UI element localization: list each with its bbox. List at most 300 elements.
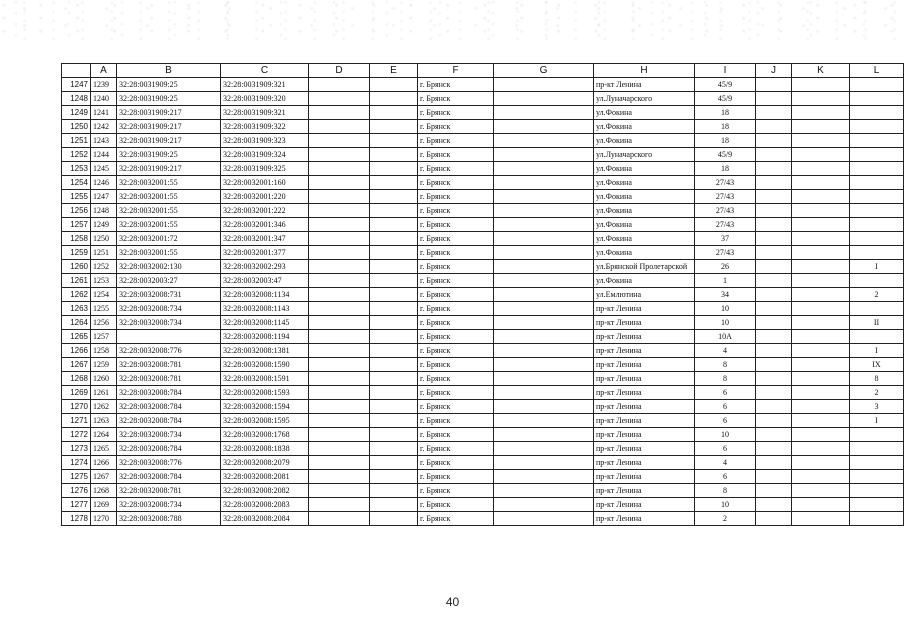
cell-b: 32:28:0032008:776	[117, 456, 221, 470]
cell-e	[370, 274, 418, 288]
table-row	[62, 162, 904, 176]
cell-d	[309, 92, 370, 106]
cell-f: г. Брянск	[418, 246, 494, 260]
cell-j	[756, 330, 792, 344]
cell-c: 32:28:0032008:1595	[221, 414, 309, 428]
cell-k	[792, 176, 850, 190]
cell-b	[117, 330, 221, 344]
row-number: 1249	[62, 106, 91, 120]
cell-k	[792, 484, 850, 498]
cell-d	[309, 442, 370, 456]
cell-f: г. Брянск	[418, 316, 494, 330]
cell-a: 1243	[91, 134, 117, 148]
cell-l	[850, 218, 904, 232]
cell-a: 1248	[91, 204, 117, 218]
cell-h: ул.Фокина	[594, 176, 695, 190]
cell-i: 34	[695, 288, 756, 302]
cell-i: 27/43	[695, 190, 756, 204]
cell-k	[792, 288, 850, 302]
cell-f: г. Брянск	[418, 106, 494, 120]
cell-f: г. Брянск	[418, 498, 494, 512]
table-row	[62, 134, 904, 148]
cell-b: 32:28:0032008:776	[117, 344, 221, 358]
cell-a: 1268	[91, 484, 117, 498]
cell-d	[309, 176, 370, 190]
cell-l	[850, 456, 904, 470]
cell-e	[370, 78, 418, 92]
cell-c: 32:28:0031909:325	[221, 162, 309, 176]
row-number: 1260	[62, 260, 91, 274]
cell-g	[494, 442, 594, 456]
cell-k	[792, 456, 850, 470]
cell-h: пр-кт Ленина	[594, 512, 695, 526]
cell-f: г. Брянск	[418, 232, 494, 246]
cell-k	[792, 232, 850, 246]
cell-l	[850, 176, 904, 190]
cell-c: 32:28:0032008:1381	[221, 344, 309, 358]
cell-c: 32:28:0032008:1591	[221, 372, 309, 386]
cell-l	[850, 106, 904, 120]
cell-j	[756, 190, 792, 204]
cell-i: 10	[695, 498, 756, 512]
cell-j	[756, 470, 792, 484]
table-row	[62, 344, 904, 358]
cell-a: 1253	[91, 274, 117, 288]
cell-a: 1267	[91, 470, 117, 484]
cell-g	[494, 302, 594, 316]
cell-d	[309, 386, 370, 400]
cell-g	[494, 190, 594, 204]
cell-e	[370, 302, 418, 316]
cell-j	[756, 218, 792, 232]
cell-k	[792, 470, 850, 484]
cell-b: 32:28:0032001:55	[117, 176, 221, 190]
cell-g	[494, 106, 594, 120]
cell-f: г. Брянск	[418, 274, 494, 288]
cell-e	[370, 288, 418, 302]
cell-a: 1254	[91, 288, 117, 302]
cell-b: 32:28:0032008:784	[117, 470, 221, 484]
cell-i: 1	[695, 274, 756, 288]
cell-k	[792, 260, 850, 274]
cell-b: 32:28:0032008:734	[117, 498, 221, 512]
cell-f: г. Брянск	[418, 260, 494, 274]
cell-h: пр-кт Ленина	[594, 470, 695, 484]
cell-k	[792, 302, 850, 316]
cell-i: 6	[695, 386, 756, 400]
cell-f: г. Брянск	[418, 148, 494, 162]
cell-e	[370, 428, 418, 442]
cell-h: ул.Брянской Пролетарской	[594, 260, 695, 274]
cell-j	[756, 176, 792, 190]
cell-e	[370, 162, 418, 176]
cell-c: 32:28:0031909:320	[221, 92, 309, 106]
cell-j	[756, 456, 792, 470]
cell-c: 32:28:0032008:1594	[221, 400, 309, 414]
row-number: 1251	[62, 134, 91, 148]
cell-g	[494, 344, 594, 358]
cell-f: г. Брянск	[418, 120, 494, 134]
cell-b: 32:28:0032001:55	[117, 218, 221, 232]
row-number: 1264	[62, 316, 91, 330]
cell-l	[850, 512, 904, 526]
cell-g	[494, 470, 594, 484]
column-header-g: G	[494, 64, 594, 78]
column-header-b: B	[117, 64, 221, 78]
column-header-j: J	[756, 64, 792, 78]
cell-h: пр-кт Ленина	[594, 330, 695, 344]
table-row	[62, 288, 904, 302]
table-row	[62, 190, 904, 204]
cell-l	[850, 470, 904, 484]
table-row	[62, 148, 904, 162]
cell-g	[494, 358, 594, 372]
cell-l: 8	[850, 372, 904, 386]
cell-f: г. Брянск	[418, 470, 494, 484]
cell-b: 32:28:0032008:784	[117, 400, 221, 414]
cell-j	[756, 204, 792, 218]
cell-c: 32:28:0032001:377	[221, 246, 309, 260]
cell-l	[850, 78, 904, 92]
cell-h: ул.Фокина	[594, 246, 695, 260]
cell-d	[309, 372, 370, 386]
cell-e	[370, 232, 418, 246]
cell-g	[494, 148, 594, 162]
cell-f: г. Брянск	[418, 456, 494, 470]
table-row	[62, 442, 904, 456]
cell-b: 32:28:0032008:781	[117, 372, 221, 386]
table-row	[62, 246, 904, 260]
cell-a: 1262	[91, 400, 117, 414]
cell-l	[850, 204, 904, 218]
cell-a: 1245	[91, 162, 117, 176]
cell-g	[494, 288, 594, 302]
cell-f: г. Брянск	[418, 288, 494, 302]
cell-b: 32:28:0032008:781	[117, 484, 221, 498]
row-number: 1252	[62, 148, 91, 162]
cell-b: 32:28:0032008:784	[117, 442, 221, 456]
row-number: 1278	[62, 512, 91, 526]
cell-d	[309, 512, 370, 526]
cell-b: 32:28:0032008:781	[117, 358, 221, 372]
row-number: 1271	[62, 414, 91, 428]
cell-f: г. Брянск	[418, 512, 494, 526]
cell-c: 32:28:0032008:1143	[221, 302, 309, 316]
cell-i: 18	[695, 106, 756, 120]
cell-c: 32:28:0032008:1768	[221, 428, 309, 442]
cell-h: ул.Емлютина	[594, 288, 695, 302]
cell-e	[370, 442, 418, 456]
cell-e	[370, 316, 418, 330]
cell-i: 10	[695, 316, 756, 330]
cell-i: 26	[695, 260, 756, 274]
cell-c: 32:28:0032001:160	[221, 176, 309, 190]
cell-g	[494, 414, 594, 428]
cell-d	[309, 274, 370, 288]
cell-g	[494, 428, 594, 442]
cell-k	[792, 498, 850, 512]
table-row	[62, 400, 904, 414]
cell-l	[850, 92, 904, 106]
cell-c: 32:28:0032002:293	[221, 260, 309, 274]
cell-i: 8	[695, 372, 756, 386]
cell-d	[309, 148, 370, 162]
cell-c: 32:28:0032008:2081	[221, 470, 309, 484]
cell-e	[370, 470, 418, 484]
table-row	[62, 414, 904, 428]
column-header-i: I	[695, 64, 756, 78]
cell-b: 32:28:0032002:130	[117, 260, 221, 274]
row-number: 1275	[62, 470, 91, 484]
cell-l: II	[850, 316, 904, 330]
table-row	[62, 92, 904, 106]
cell-d	[309, 428, 370, 442]
cell-l: 3	[850, 400, 904, 414]
table-row	[62, 358, 904, 372]
cell-e	[370, 106, 418, 120]
cell-l: 2	[850, 288, 904, 302]
row-number: 1277	[62, 498, 91, 512]
page-number: 40	[445, 595, 460, 609]
cell-i: 27/43	[695, 218, 756, 232]
cell-a: 1265	[91, 442, 117, 456]
row-number: 1263	[62, 302, 91, 316]
cell-h: пр-кт Ленина	[594, 344, 695, 358]
cell-c: 32:28:0032008:2082	[221, 484, 309, 498]
cell-l	[850, 148, 904, 162]
cell-c: 32:28:0031909:322	[221, 120, 309, 134]
cell-k	[792, 316, 850, 330]
cell-b: 32:28:0031909:25	[117, 92, 221, 106]
cell-h: ул.Фокина	[594, 232, 695, 246]
cell-k	[792, 274, 850, 288]
cell-d	[309, 204, 370, 218]
cell-i: 27/43	[695, 246, 756, 260]
scan-noise	[0, 0, 905, 40]
cell-j	[756, 288, 792, 302]
cell-g	[494, 330, 594, 344]
cell-e	[370, 512, 418, 526]
cell-k	[792, 414, 850, 428]
cell-i: 18	[695, 162, 756, 176]
cell-g	[494, 246, 594, 260]
column-header-a: A	[91, 64, 117, 78]
cell-e	[370, 92, 418, 106]
table-row	[62, 232, 904, 246]
cell-k	[792, 400, 850, 414]
cell-e	[370, 148, 418, 162]
cell-l	[850, 442, 904, 456]
cell-l: IX	[850, 358, 904, 372]
cell-j	[756, 120, 792, 134]
cell-e	[370, 330, 418, 344]
cell-a: 1257	[91, 330, 117, 344]
cell-l: I	[850, 414, 904, 428]
cell-b: 32:28:0032008:788	[117, 512, 221, 526]
cell-a: 1255	[91, 302, 117, 316]
cell-h: ул.Фокина	[594, 106, 695, 120]
cell-h: пр-кт Ленина	[594, 428, 695, 442]
row-number: 1265	[62, 330, 91, 344]
cell-j	[756, 386, 792, 400]
cell-f: г. Брянск	[418, 92, 494, 106]
cell-g	[494, 484, 594, 498]
row-number: 1254	[62, 176, 91, 190]
cell-d	[309, 484, 370, 498]
cell-e	[370, 204, 418, 218]
row-number: 1262	[62, 288, 91, 302]
cell-a: 1270	[91, 512, 117, 526]
row-number: 1267	[62, 358, 91, 372]
cell-a: 1256	[91, 316, 117, 330]
cell-j	[756, 274, 792, 288]
cell-d	[309, 330, 370, 344]
cell-l	[850, 484, 904, 498]
cell-c: 32:28:0032008:2083	[221, 498, 309, 512]
cell-d	[309, 106, 370, 120]
cell-j	[756, 484, 792, 498]
cell-a: 1250	[91, 232, 117, 246]
cell-j	[756, 260, 792, 274]
cell-j	[756, 372, 792, 386]
cell-f: г. Брянск	[418, 386, 494, 400]
cell-c: 32:28:0032001:346	[221, 218, 309, 232]
cell-f: г. Брянск	[418, 344, 494, 358]
cell-g	[494, 372, 594, 386]
cell-i: 6	[695, 442, 756, 456]
cell-d	[309, 358, 370, 372]
row-number: 1250	[62, 120, 91, 134]
cell-e	[370, 176, 418, 190]
cell-h: пр-кт Ленина	[594, 442, 695, 456]
cell-c: 32:28:0032008:1590	[221, 358, 309, 372]
cell-a: 1263	[91, 414, 117, 428]
cell-d	[309, 190, 370, 204]
cell-a: 1241	[91, 106, 117, 120]
cell-i: 6	[695, 400, 756, 414]
cell-j	[756, 232, 792, 246]
cell-e	[370, 344, 418, 358]
cell-k	[792, 106, 850, 120]
cell-j	[756, 316, 792, 330]
cell-h: ул.Фокина	[594, 190, 695, 204]
cell-c: 32:28:0032008:1145	[221, 316, 309, 330]
row-number: 1247	[62, 78, 91, 92]
cell-b: 32:28:0032008:734	[117, 316, 221, 330]
cell-b: 32:28:0031909:217	[117, 120, 221, 134]
cell-i: 10А	[695, 330, 756, 344]
cell-g	[494, 232, 594, 246]
cell-b: 32:28:0031909:25	[117, 78, 221, 92]
cell-k	[792, 512, 850, 526]
cell-e	[370, 484, 418, 498]
cell-b: 32:28:0032001:55	[117, 190, 221, 204]
cell-a: 1252	[91, 260, 117, 274]
cell-c: 32:28:0032001:347	[221, 232, 309, 246]
cell-h: пр-кт Ленина	[594, 78, 695, 92]
cell-b: 32:28:0031909:217	[117, 106, 221, 120]
cell-j	[756, 246, 792, 260]
cell-a: 1269	[91, 498, 117, 512]
cell-j	[756, 414, 792, 428]
cell-h: пр-кт Ленина	[594, 358, 695, 372]
table-row	[62, 302, 904, 316]
cell-g	[494, 386, 594, 400]
cell-b: 32:28:0032001:55	[117, 246, 221, 260]
column-header-f: F	[418, 64, 494, 78]
cell-j	[756, 344, 792, 358]
cell-d	[309, 232, 370, 246]
cell-k	[792, 386, 850, 400]
cell-i: 27/43	[695, 176, 756, 190]
cell-h: ул.Фокина	[594, 204, 695, 218]
cell-l	[850, 232, 904, 246]
cell-l	[850, 302, 904, 316]
cell-c: 32:28:0032001:222	[221, 204, 309, 218]
cell-d	[309, 162, 370, 176]
cell-a: 1260	[91, 372, 117, 386]
cell-f: г. Брянск	[418, 162, 494, 176]
cell-a: 1244	[91, 148, 117, 162]
cell-f: г. Брянск	[418, 330, 494, 344]
cell-j	[756, 428, 792, 442]
cell-j	[756, 92, 792, 106]
cell-e	[370, 246, 418, 260]
cell-d	[309, 288, 370, 302]
cell-f: г. Брянск	[418, 190, 494, 204]
cell-k	[792, 92, 850, 106]
row-number: 1274	[62, 456, 91, 470]
cell-d	[309, 120, 370, 134]
cell-j	[756, 302, 792, 316]
cell-c: 32:28:0032008:1194	[221, 330, 309, 344]
column-header-k: K	[792, 64, 850, 78]
cell-j	[756, 358, 792, 372]
cell-e	[370, 498, 418, 512]
cell-i: 18	[695, 134, 756, 148]
cell-h: ул.Фокина	[594, 274, 695, 288]
cell-e	[370, 190, 418, 204]
cell-d	[309, 316, 370, 330]
cell-l: 2	[850, 386, 904, 400]
cell-c: 32:28:0031909:324	[221, 148, 309, 162]
cell-g	[494, 400, 594, 414]
cell-a: 1247	[91, 190, 117, 204]
table-row	[62, 470, 904, 484]
cell-c: 32:28:0032008:2079	[221, 456, 309, 470]
column-header-e: E	[370, 64, 418, 78]
cell-d	[309, 456, 370, 470]
cell-j	[756, 400, 792, 414]
cell-d	[309, 302, 370, 316]
cell-f: г. Брянск	[418, 372, 494, 386]
row-number: 1268	[62, 372, 91, 386]
cell-j	[756, 498, 792, 512]
cell-i: 6	[695, 470, 756, 484]
cell-j	[756, 512, 792, 526]
cell-k	[792, 148, 850, 162]
table-row	[62, 260, 904, 274]
cell-c: 32:28:0032008:2084	[221, 512, 309, 526]
cell-b: 32:28:0032008:784	[117, 414, 221, 428]
cell-i: 2	[695, 512, 756, 526]
cell-e	[370, 372, 418, 386]
cell-g	[494, 92, 594, 106]
cell-g	[494, 176, 594, 190]
cell-a: 1242	[91, 120, 117, 134]
cell-e	[370, 414, 418, 428]
cell-k	[792, 218, 850, 232]
